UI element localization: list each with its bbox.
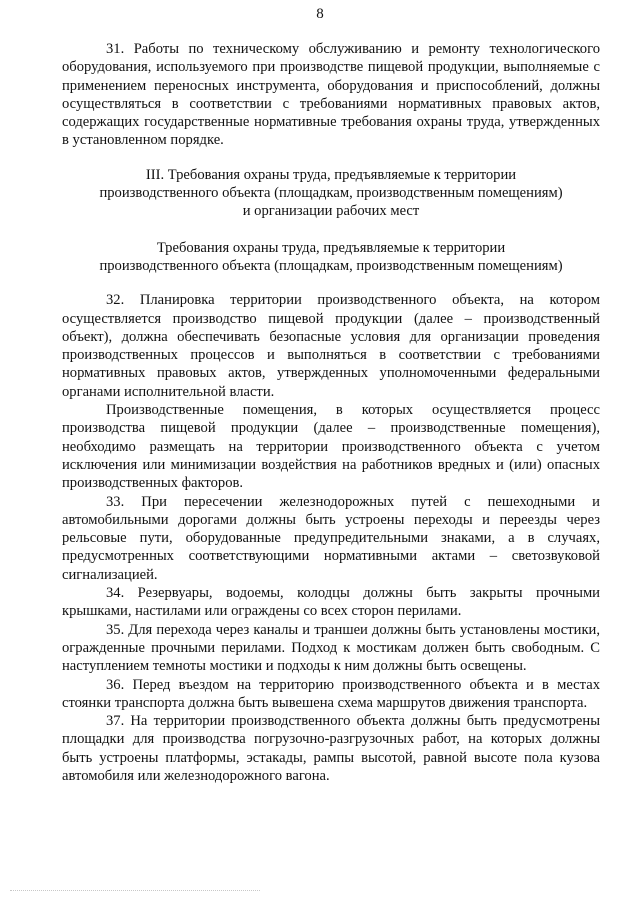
scan-artifact-line (10, 878, 260, 891)
sub-heading-line: производственного объекта (площадкам, производственным помещениям) (99, 257, 563, 274)
section-heading-line: и организации рабочих мест (242, 203, 420, 220)
sub-heading-line: Требования охраны труда, предъявляемые к территории (156, 239, 506, 256)
paragraph-group (62, 291, 600, 785)
sub-heading (62, 239, 600, 276)
paragraph-36: 36. Перед въездом на территорию производственного объекта и в местах стоянки транспорта должна быть вывешена схема маршрутов движения транспорта. (62, 676, 600, 711)
section-heading-line: производственного объекта (площадкам, производственным помещениям) (99, 185, 563, 202)
paragraph-37: 37. На территории производственного объекта должны быть предусмотрены площадки для производства погрузочно-разгрузочных работ, на которых должны быть устроены платформы, эстакады, рампы высотой, равной высоте пола кузова автомобиля или железнодорожного вагона. (62, 713, 600, 784)
paragraph-35: 35. Для перехода через каналы и траншеи должны быть установлены мостики, огражденные прочными перилами. Подход к мостикам должен быть свободным. С наступлением темноты мостики и подходы к ним должны быть освещены. (62, 621, 600, 675)
paragraph-33: 33. При пересечении железнодорожных путей с пешеходными и автомобильными дорогами должны быть устроены переходы и переезды через рельсовые пути, оборудованные предупредительными знаками, а в случаях, предусмотренных соответствующими нормативными актами – светозвуковой сигнализацией. (62, 493, 600, 583)
paragraph-34: 34. Резервуары, водоемы, колодцы должны быть закрыты прочными крышками, настилами или ограждены со всех сторон перилами. (62, 585, 600, 620)
section-heading-line: III. Требования охраны труда, предъявляемые к территории (145, 166, 517, 183)
page-number: 8 (316, 6, 324, 22)
paragraph-32: 32. Планировка территории производственного объекта, на котором осуществляется производство пищевой продукции (далее – производственный объект), должна обеспечивать безопасные условия для организации проведения производственных процессов и выполняться в соответствии с требованиями нормативных правовых актов, утвержденных уполномоченными федеральными органами исполнительной власти. (62, 292, 600, 400)
paragraph-31: 31. Работы по техническому обслуживанию и ремонту технологического оборудования, используемого при производстве пищевой продукции, выполняемые с применением переносных инструмента, оборудования и приспособлений, должны осуществляться в соответствии с требованиями нормативных правовых актов, содержащих государственные нормативные требования охраны труда, утвержденных в установленном порядке. (62, 41, 600, 149)
section-heading (62, 166, 600, 221)
paragraph-premises: Производственные помещения, в которых осуществляется процесс производства пищевой продукции (далее – производственные помещения), необходимо размещать на территории производственного объекта с учетом исключения или минимизации воздействия на работников вредных и (или) опасных производственных факторов. (62, 402, 600, 492)
document-body (62, 40, 600, 785)
